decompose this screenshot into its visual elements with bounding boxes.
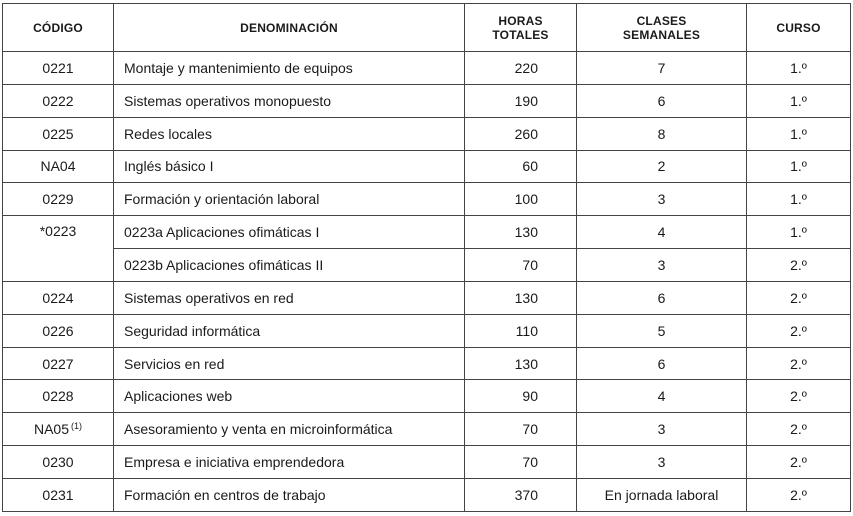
table-row xyxy=(3,446,851,479)
table-row xyxy=(3,413,851,446)
table-row xyxy=(3,314,851,347)
cell-clases: 6 xyxy=(577,347,747,380)
cell-codigo-merged: *0223 xyxy=(3,216,114,282)
header-clases-line2: SEMANALES xyxy=(622,27,701,42)
cell-denominacion: Empresa e iniciativa emprendedora xyxy=(114,446,465,479)
cell-horas: 70 xyxy=(465,249,577,282)
cell-curso: 2.º xyxy=(747,478,851,511)
cell-curso: 1.º xyxy=(747,84,851,117)
cell-codigo: 0222 xyxy=(3,84,114,117)
cell-clases: 4 xyxy=(577,216,747,249)
cell-denominacion: Formación y orientación laboral xyxy=(114,183,465,216)
cell-horas: 70 xyxy=(465,446,577,479)
cell-horas: 130 xyxy=(465,347,577,380)
cell-curso: 1.º xyxy=(747,183,851,216)
header-curso: CURSO xyxy=(747,4,851,52)
cell-denominacion: Formación en centros de trabajo xyxy=(114,478,465,511)
cell-codigo: 0227 xyxy=(3,347,114,380)
cell-denominacion: Servicios en red xyxy=(114,347,465,380)
cell-horas: 60 xyxy=(465,150,577,183)
cell-clases: 6 xyxy=(577,84,747,117)
table-row xyxy=(3,281,851,314)
cell-curso: 2.º xyxy=(747,249,851,282)
cell-horas: 130 xyxy=(465,281,577,314)
cell-denominacion: Aplicaciones web xyxy=(114,380,465,413)
cell-horas: 370 xyxy=(465,478,577,511)
cell-clases: 3 xyxy=(577,413,747,446)
cell-codigo: 0221 xyxy=(3,52,114,85)
cell-curso: 1.º xyxy=(747,216,851,249)
cell-curso: 2.º xyxy=(747,380,851,413)
cell-codigo xyxy=(3,413,114,446)
table-row xyxy=(3,183,851,216)
cell-codigo: 0228 xyxy=(3,380,114,413)
cell-curso: 2.º xyxy=(747,347,851,380)
cell-curso: 2.º xyxy=(747,446,851,479)
header-denominacion: DENOMINACIÓN xyxy=(114,4,465,52)
cell-horas: 260 xyxy=(465,117,577,150)
cell-horas: 90 xyxy=(465,380,577,413)
modules-table xyxy=(2,3,851,512)
table-row xyxy=(3,347,851,380)
cell-denominacion: Montaje y mantenimiento de equipos xyxy=(114,52,465,85)
cell-curso: 2.º xyxy=(747,314,851,347)
cell-horas: 130 xyxy=(465,216,577,249)
cell-curso: 1.º xyxy=(747,117,851,150)
cell-curso: 1.º xyxy=(747,150,851,183)
table-row xyxy=(3,84,851,117)
table-row xyxy=(3,249,851,282)
cell-curso: 2.º xyxy=(747,413,851,446)
header-horas-totales xyxy=(465,4,577,52)
cell-horas: 70 xyxy=(465,413,577,446)
cell-clases: 5 xyxy=(577,314,747,347)
table-header-row xyxy=(3,4,851,52)
cell-denominacion: 0223b Aplicaciones ofimáticas II xyxy=(114,249,465,282)
cell-curso: 2.º xyxy=(747,281,851,314)
cell-clases: 2 xyxy=(577,150,747,183)
cell-codigo: NA04 xyxy=(3,150,114,183)
cell-denominacion: Asesoramiento y venta en microinformática xyxy=(114,413,465,446)
cell-horas: 190 xyxy=(465,84,577,117)
header-horas-line1: HORAS xyxy=(498,13,543,28)
table-row xyxy=(3,52,851,85)
cell-codigo: 0226 xyxy=(3,314,114,347)
cell-denominacion: Seguridad informática xyxy=(114,314,465,347)
cell-clases: 4 xyxy=(577,380,747,413)
cell-clases: 8 xyxy=(577,117,747,150)
cell-codigo: 0229 xyxy=(3,183,114,216)
cell-horas: 100 xyxy=(465,183,577,216)
cell-denominacion: Sistemas operativos monopuesto xyxy=(114,84,465,117)
cell-clases: 3 xyxy=(577,183,747,216)
cell-clases: 7 xyxy=(577,52,747,85)
cell-horas: 110 xyxy=(465,314,577,347)
cell-horas: 220 xyxy=(465,52,577,85)
table-row xyxy=(3,478,851,511)
cell-clases: En jornada laboral xyxy=(577,478,747,511)
header-codigo: CÓDIGO xyxy=(3,4,114,52)
table-row xyxy=(3,150,851,183)
header-horas-line2: TOTALES xyxy=(492,27,549,42)
cell-codigo: 0225 xyxy=(3,117,114,150)
codigo-text: NA05 xyxy=(33,421,70,438)
cell-denominacion: Redes locales xyxy=(114,117,465,150)
cell-curso: 1.º xyxy=(747,52,851,85)
cell-denominacion: 0223a Aplicaciones ofimáticas I xyxy=(114,216,465,249)
cell-codigo: 0230 xyxy=(3,446,114,479)
cell-codigo: 0224 xyxy=(3,281,114,314)
cell-denominacion: Inglés básico I xyxy=(114,150,465,183)
header-clases-line1: CLASES xyxy=(636,13,687,28)
header-clases-semanales xyxy=(577,4,747,52)
cell-clases: 6 xyxy=(577,281,747,314)
footnote-marker: (1) xyxy=(71,420,83,431)
cell-clases: 3 xyxy=(577,446,747,479)
cell-clases: 3 xyxy=(577,249,747,282)
table-row xyxy=(3,216,851,249)
cell-denominacion: Sistemas operativos en red xyxy=(114,281,465,314)
table-row xyxy=(3,117,851,150)
table-row xyxy=(3,380,851,413)
cell-codigo: 0231 xyxy=(3,478,114,511)
